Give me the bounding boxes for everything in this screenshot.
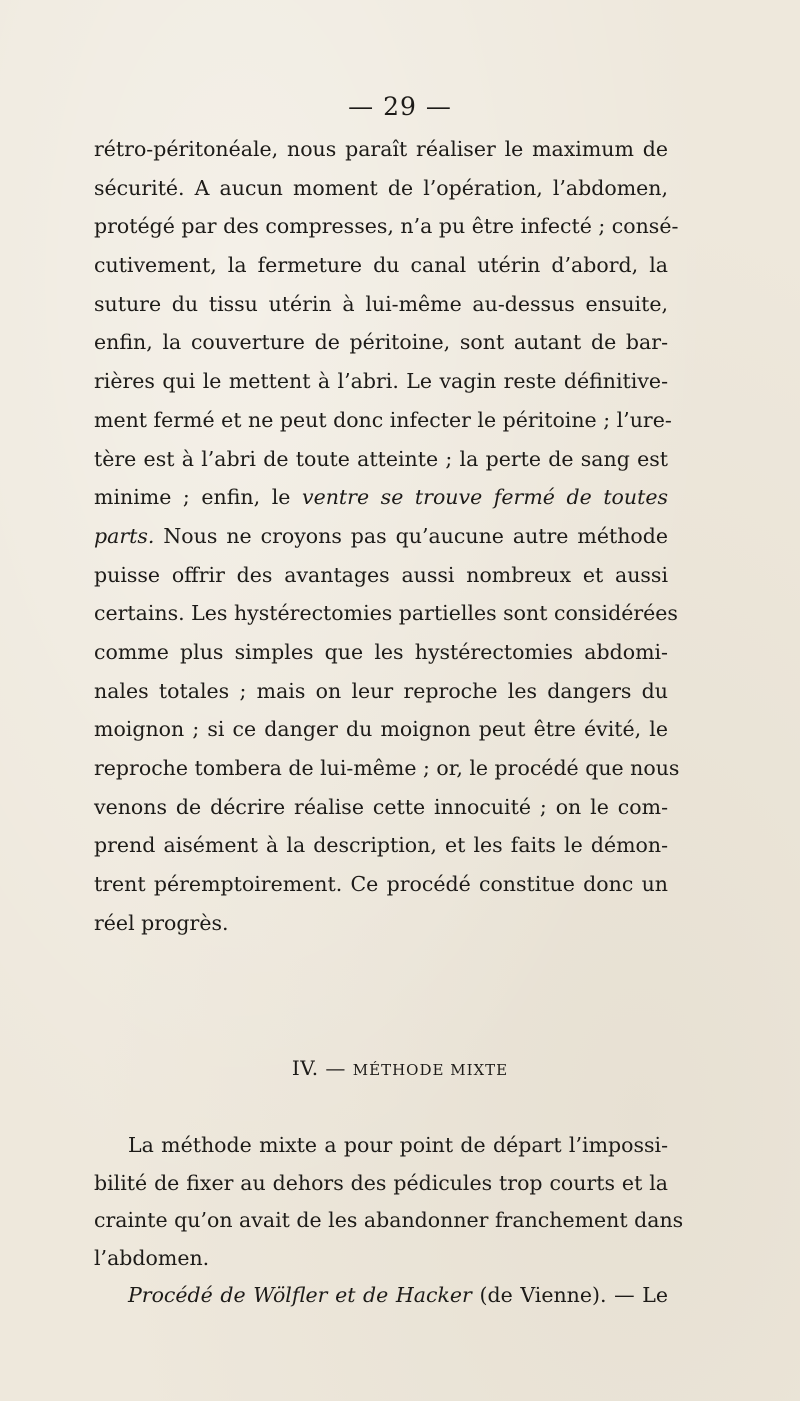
text-line: tère est à l’abri de toute atteinte ; la perte de sang est [94,446,668,471]
text-line: rières qui le mettent à l’abri. Le vagin reste définitive- [94,369,668,394]
text-line: venons de décrire réalise cette innocuité ; on le com- [94,794,668,819]
text-line: certains. Les hystérectomies partielles sont considérées [94,601,678,626]
text-line-mixed [94,478,668,517]
text-line: réel progrès. [94,910,229,935]
text-line: rétro-péritonéale, nous paraît réaliser le maximum de [94,137,668,161]
paragraph-1 [94,130,680,942]
text-line: La méthode mixte a pour point de départ l’impossi- [128,1133,668,1157]
text-line: ment fermé et ne peut donc infecter le péritoine ; l’ure- [94,407,672,432]
text-line-mixed [94,1277,668,1315]
text-line: nales totales ; mais on leur reproche les dangers du [94,678,668,703]
heading-title: MÉTHODE MIXTE [352,1061,509,1079]
italic-run: parts. [94,523,155,548]
text-line: bilité de fixer au dehors des pédicules trop courts et la [94,1170,668,1195]
text-line: reproche tombera de lui-même ; or, le procédé que nous [94,756,680,780]
text-line: protégé par des compresses, n’a pu être infecté ; consé- [94,214,679,239]
text-line: prend aisément à la description, et les faits le démon- [94,833,668,858]
text-line: enfin, la couverture de péritoine, sont autant de bar- [94,330,668,355]
text-line: puisse offrir des avantages aussi nombreux et aussi [94,562,668,587]
text-line: sécurité. A aucun moment de l’opération, l’abdomen, [94,175,668,200]
heading-numeral: IV. — [291,1056,353,1080]
text-line: moignon ; si ce danger du moignon peut être évité, le [94,717,668,742]
italic-run: ventre se trouve fermé de toutes [302,485,668,510]
text-line: cutivement, la fermeture du canal utérin d’abord, la [94,253,668,278]
text-run: Nous ne croyons pas qu’aucune autre méthode [154,523,668,548]
text-line: l’abdomen. [94,1245,210,1270]
paragraph-2 [94,1127,684,1315]
page-number: — 29 — [348,92,452,121]
text-line: crainte qu’on avait de les abandonner franchement dans [94,1208,684,1232]
text-run: minime ; enfin, le [94,485,302,510]
text-line-mixed [94,517,668,556]
text-line: trent péremptoirement. Ce procédé constitue donc un [94,872,668,897]
text-line: comme plus simples que les hystérectomies abdomi- [94,639,668,664]
text-line: suture du tissu utérin à lui-même au-dessus ensuite, [94,291,668,316]
section-heading [0,1056,800,1080]
italic-run: Procédé de Wölfler et de Hacker [128,1283,472,1307]
text-run: (de Vienne). — Le [471,1283,668,1307]
